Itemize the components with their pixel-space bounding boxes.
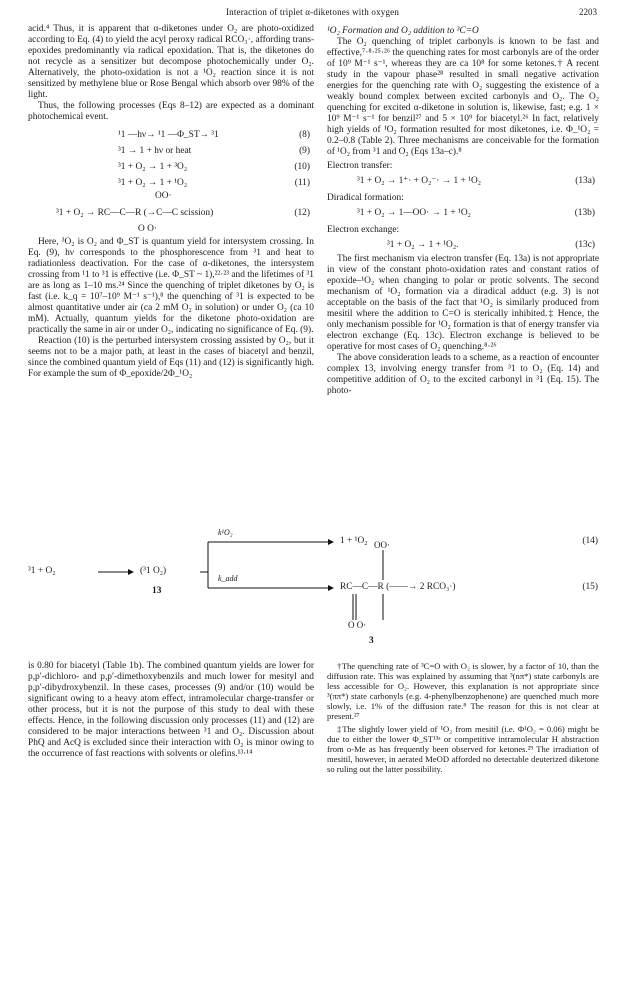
equation-11: [28, 175, 314, 191]
left-column: [28, 24, 314, 380]
arrowhead: [328, 585, 334, 591]
equation-text: ³1 + O₂ → 1 + ³O₂: [118, 162, 188, 172]
footnote: †The quenching rate of ³C=O with O₂ is slower, by a factor of 10, than the diffusion rate. This was explained by assuming that ³(nπ*) state carbonyls are less accessible for O₂. However, this explanation is not appropriate since ³(ππ*) state carbonyls (e.g. 4-phenylbenzophenone) are quenched much more slowly, i.e. 1% of the diffusion rate.⁸ The reason for this is not clear at present.²⁷: [327, 661, 599, 721]
equation-number: (10): [294, 162, 310, 172]
equation-number: (15): [582, 582, 598, 592]
mechanism-label: Electron transfer:: [327, 161, 393, 171]
running-title: Interaction of triplet α-diketones with oxygen: [225, 7, 400, 17]
encounter-complex: (³1 O₂): [140, 566, 167, 576]
equation-number: (13c): [575, 240, 595, 250]
paragraph: Here, ³O₂ is O₂ and Φ_ST is quantum yield for intersystem crossing. In Eq. (9), hν corresponds to the phosphorescence from ³1 and heat to radiationless deactivation. For the case of α-diketones, the intersystem crossing from ¹1 to ³1 is effective (i.e. Φ_ST ~ 1),²²·²³ and the lifetimes of ³1 are as long as 1–10 ms.²⁴ Since the quenching of triplet diketones by O₂ is fast (i.e. k_q = 10⁷–10⁹ M⁻¹ s⁻¹),⁸ the quenching of ³1 is expected to be almost quantitative under air (ca 2 mM O₂ in solution) or under O₂ (ca 10 mM). Actually, quantum yields for the diketone photo-oxidation are practically the same in air or under O₂, indicating no significance of Eq. (9).: [28, 237, 314, 335]
page-number: 2203: [579, 7, 597, 17]
product-15: RC—C—R (——→ 2 RCO₃·): [340, 582, 456, 592]
equation-13a: [327, 172, 599, 190]
paragraph: Thus, the following processes (Eqs 8–12) are expected as a dominant photochemical event.: [28, 101, 314, 122]
equation-text: ³1 + O₂ → 1—OO· → 1 + ¹O₂: [357, 208, 471, 218]
footnotes: [327, 661, 599, 774]
adduct-label: 3: [369, 636, 374, 646]
mechanism-label: Electron exchange:: [327, 225, 400, 235]
page-header: [0, 7, 625, 21]
rate-constant-energy-transfer: k¹O₂: [218, 528, 233, 537]
arrowhead: [128, 569, 134, 575]
equation-13b: [327, 204, 599, 222]
reaction-scheme: [28, 528, 600, 650]
paragraph: The first mechanism via electron transfer (Eq. 13a) is not appropriate in view of the constant photo-oxidation rates and constant ratios of epoxide–¹O₂ when changing to polar or protic solvents. The second mechanism of ¹O₂ formation via a diradical adduct (e.g. 3) is not acceptable on the basis of the fact that ¹O₂ is similarly produced from mesitil where the addition to C=O is sterically inhibited.‡ Hence, the only mechanism possible for ¹O₂ formation is that of energy transfer via electron exchange (Eq. 13c). Electron exchange is believed to be operative for most cases of O₂ quenching.⁸·²⁶: [327, 254, 599, 352]
paragraph: acid.⁴ Thus, it is apparent that α-diketones under O₂ are photo-oxidized according to Eq. (4) to yield the acyl peroxy radical RCO₃·, affording trans-epoxides predominantly via radical epoxidation. That is, the diketones do not recycle as a sensitizer but decompose photochemically under O₂. Alternatively, the photo-oxidation is not a ¹O₂ reaction since it is not sensitized by methylene blue or Rose Bengal which absorb over 98% of the light.: [28, 24, 314, 100]
carbonyl-substituents: O O·: [138, 224, 158, 234]
paragraph: The above consideration leads to a scheme, as a reaction of encounter complex 13, involving energy transfer from ³1 to O₂ (Eq. 14) and competitive addition of O₂ to the excited carbonyl in ³1 (Eq. 15). The photo-: [327, 353, 599, 396]
equation-number: (12): [294, 208, 310, 218]
equation-number: (13a): [575, 176, 595, 186]
equation-text: ³1 → 1 + hν or heat: [118, 146, 192, 156]
peroxy-substituent: OO·: [155, 191, 172, 201]
equation-number: (9): [299, 146, 310, 156]
right-column: [327, 24, 599, 397]
scheme-reactants: ³1 + O₂: [28, 566, 56, 576]
footnote: ‡The slightly lower yield of ¹O₂ from mesitil (i.e. Φ¹O₂ = 0.06) might be due to either the lower Φ_ST¹³ᵃ or competitive intramolecular H abstraction from o-Me as has frequently been observed for ketones.²⁹ The irradiation of mesitil, however, in aerated MeOD afforded no detectable deuterized diketone so ruling out the latter possibility.: [327, 724, 599, 774]
peroxy-substituent: OO·: [374, 540, 390, 550]
equation-number: (11): [294, 178, 310, 188]
equation-text: ³1 + O₂ → 1 + ¹O₂.: [387, 240, 459, 250]
equation-9: [28, 143, 314, 159]
equation-8: [28, 127, 314, 143]
paragraph: The O₂ quenching of triplet carbonyls is known to be fast and effective,⁷·⁸·²⁵·²⁶ the quenching rates for most carbonyls are of the order of 10⁹ M⁻¹ s⁻¹, whereas they are ca 10⁸ for some ketones.† A recent study in the vapour phase²⁸ resulted in small negative activation energies for the quenching rate with O₂ suggesting the existence of a weakly bound complex between excited carbonyls and O₂. The O₂ quenching for excited α-diketone in solution is, likewise, fast; e.g. 1 × 10⁹ M⁻¹ s⁻¹ for benzil²⁷ and 5 × 10⁹ for biacetyl.²⁶ In fact, relatively high yields of ¹O₂ formation resulted for most diketones, i.e. Φ_¹O₂ = 0.2–0.8 (Table 2). Three mechanisms are conceivable for the formation of ¹O₂ from ³1 and O₂ (Eqs 13a–c).⁸: [327, 37, 599, 157]
paragraph: Reaction (10) is the perturbed intersystem crossing assisted by O₂, but it seems not to be a major path, at least in the cases of biacetyl and benzil, since the combined quantum yield of Eqs (11) and (12) is significantly high. For example the sum of Φ_epoxide/2Φ_¹O₂: [28, 336, 314, 379]
left-column-bottom: [28, 661, 314, 760]
rate-constant-addition: k_add: [218, 574, 238, 583]
equation-number: (13b): [574, 208, 595, 218]
scheme-arrows: [28, 528, 600, 650]
arrowhead: [328, 539, 334, 545]
complex-label: 13: [152, 586, 162, 596]
equation-12: [28, 191, 314, 237]
product-14: 1 + ¹O₂: [340, 536, 368, 546]
equation-10: [28, 159, 314, 175]
mechanism-label: Diradical formation:: [327, 193, 404, 203]
equation-number: (8): [299, 130, 310, 140]
equation-13c: [327, 236, 599, 254]
equation-text: ³1 + O₂ → RC—C—R (→C—C scission): [56, 208, 214, 218]
equation-text: ³1 + O₂ → 1⁺· + O₂⁻· → 1 + ¹O₂: [357, 176, 481, 186]
carbonyl-substituents: O O·: [348, 620, 367, 630]
equation-number: (14): [582, 536, 598, 546]
paragraph: is 0.80 for biacetyl (Table 1b). The combined quantum yields are lower for p,p′-dichloro- and p,p′-dimethoxybenzils and much lower for mesityl and p,p′-dibydroxybenzil. In these cases, processes (9) and/or (10) would be significant owing to a heavy atom effect, intramolecular charge-transfer or other process, but it is not the purpose of this study to deal with these effects. Hence, in the following discussion only processes (11) and (12) are considered to be major interactions between ³1 and O₂. Discussion about PhQ and AcQ is excluded since their interaction with O₂ is minor owing to the occurrence of fast reactions with solvents or olefins.¹³·¹⁴: [28, 661, 314, 759]
equation-text: ¹1 —hν→ ¹1 —Φ_ST→ ³1: [118, 130, 219, 140]
section-heading: ¹O₂ Formation and O₂ addition to ³C=O: [327, 26, 479, 36]
equation-text: ³1 + O₂ → 1 + ¹O₂: [118, 178, 188, 188]
